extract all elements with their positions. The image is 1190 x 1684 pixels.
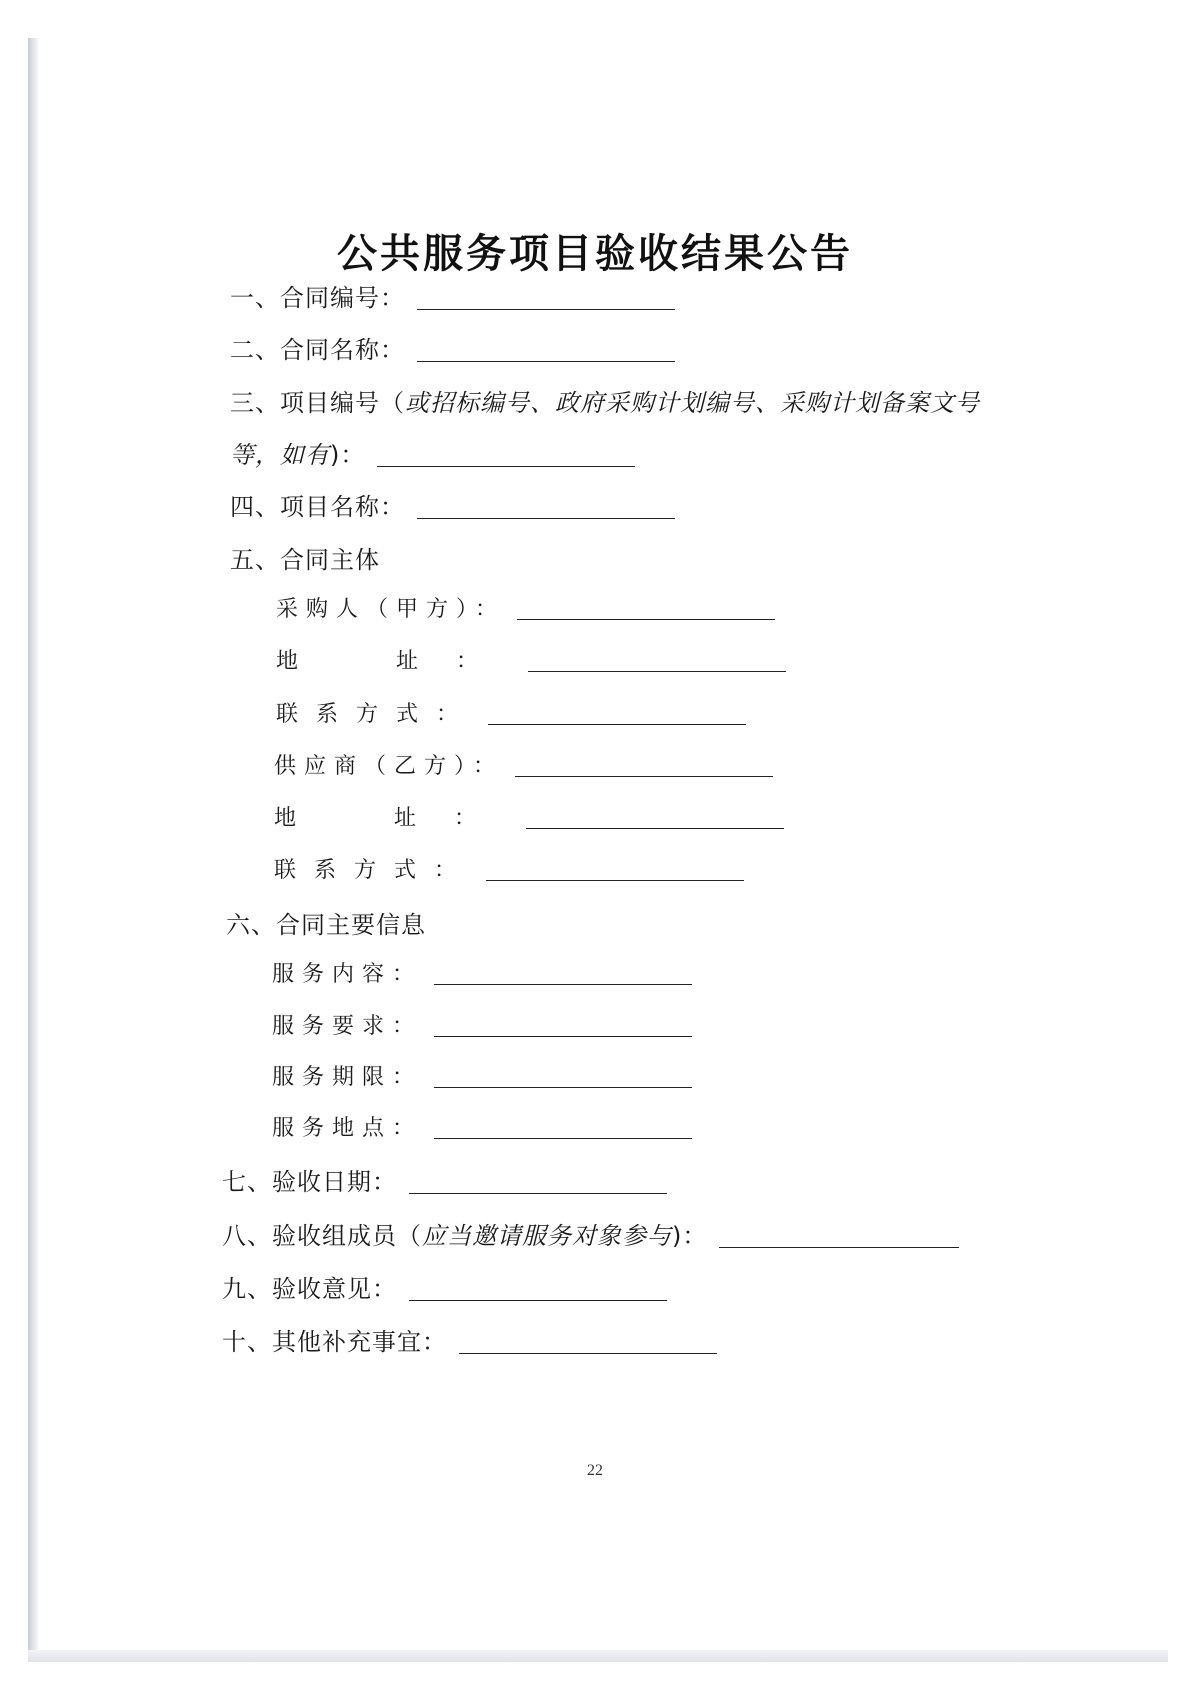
item-label: )： [330,441,366,469]
fill-blank-line[interactable] [517,618,775,620]
fill-blank-line[interactable] [377,465,635,467]
item-project-name [230,487,675,522]
item-label: 联系方式： [276,702,477,727]
item-label: 地 址： [276,649,517,674]
item-buyer [276,592,775,623]
item-other-matters [222,1322,717,1357]
item-label: 七、验收日期： [222,1168,397,1196]
item-service-requirement [272,1009,692,1040]
fill-blank-line[interactable] [719,1246,959,1248]
fill-blank-line[interactable] [409,1192,667,1194]
fill-blank-line[interactable] [486,879,744,881]
fill-blank-line[interactable] [526,827,784,829]
item-label: 供应商（乙方）： [274,754,504,779]
item-label: 地 址： [274,806,515,831]
item-label: 六、合同主要信息 [226,911,426,939]
item-note: 或招标编号、政府采购计划编号、采购计划备案文号 [405,389,980,417]
item-project-number [230,383,980,418]
item-contract-name [230,330,675,365]
fill-blank-line[interactable] [515,775,773,777]
item-label: 九、验收意见： [222,1275,397,1303]
item-label: 八、验收组成员（ [222,1222,422,1250]
fill-blank-line[interactable] [434,1035,692,1037]
fill-blank-line[interactable] [488,723,746,725]
item-service-content [272,957,692,988]
item-contract-number [230,278,675,313]
item-acceptance-date [222,1162,667,1197]
item-label: 服务内容： [272,962,423,987]
item-label: 服务期限： [272,1065,423,1090]
item-label: 二、合同名称： [230,336,405,364]
item-label: 三、项目编号（ [230,389,405,417]
fill-blank-line[interactable] [417,360,675,362]
item-label: )： [672,1222,708,1250]
item-service-location [272,1111,692,1142]
item-label: 五、合同主体 [230,546,380,574]
item-buyer-address [276,644,786,675]
fill-blank-line[interactable] [409,1299,667,1301]
item-acceptance-members [222,1216,959,1251]
fill-blank-line[interactable] [434,1086,692,1088]
fill-blank-line[interactable] [417,308,675,310]
fill-blank-line[interactable] [417,517,675,519]
item-note: 应当邀请服务对象参与 [422,1222,672,1250]
scan-edge-bottom [28,1650,1168,1662]
item-supplier-contact [274,853,744,884]
fill-blank-line[interactable] [528,670,786,672]
item-label: 四、项目名称： [230,493,405,521]
item-acceptance-opinion [222,1269,667,1304]
item-contract-parties [230,540,380,575]
fill-blank-line[interactable] [434,983,692,985]
item-label: 服务要求： [272,1014,423,1039]
item-note: 等，如有 [230,441,330,469]
page-number: 22 [587,1462,603,1479]
fill-blank-line[interactable] [459,1352,717,1354]
item-label: 一、合同编号： [230,284,405,312]
item-service-period [272,1060,692,1091]
scan-edge-left [28,38,38,1650]
item-label: 联系方式： [274,858,475,883]
item-label: 采购人（甲方）： [276,597,506,622]
item-supplier [274,749,773,780]
fill-blank-line[interactable] [434,1137,692,1139]
page-title: 公共服务项目验收结果公告 [337,231,853,277]
item-contract-main-info [226,905,426,940]
item-supplier-address [274,801,784,832]
item-label: 服务地点： [272,1116,423,1141]
item-project-number-cont [230,435,635,470]
item-buyer-contact [276,697,746,728]
item-label: 十、其他补充事宜： [222,1328,447,1356]
